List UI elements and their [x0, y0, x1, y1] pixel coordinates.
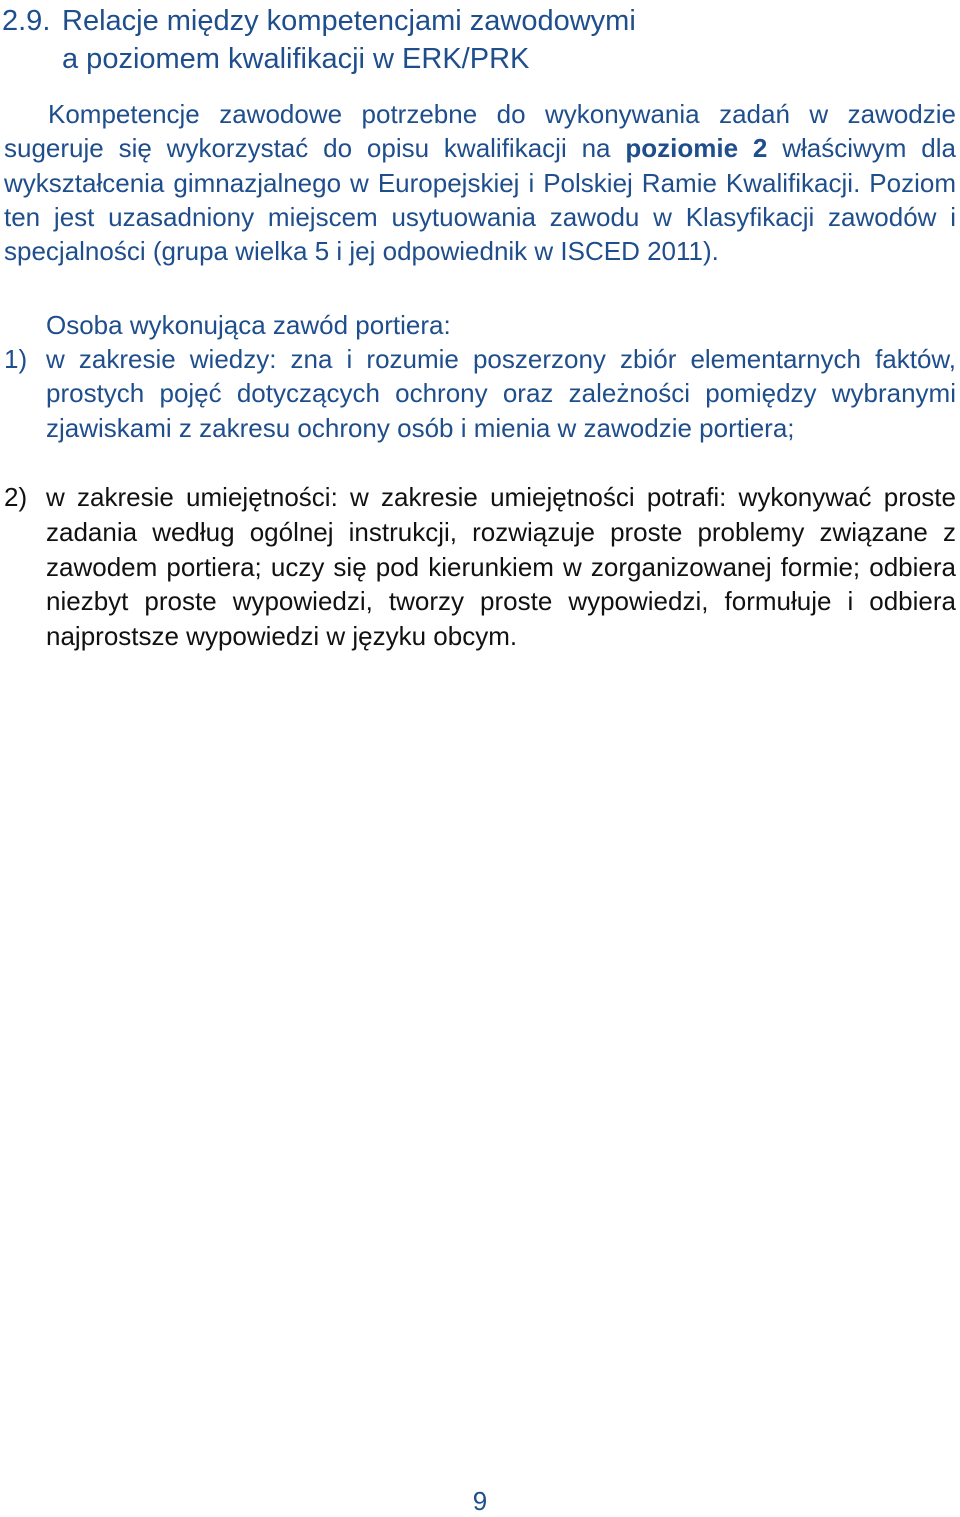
intro-text-start: Kompetencje zawodowe potrzebne do wykonywania zadań w zawodzie sugeruje się wykorzystać do opisu kwalifikacji na: [4, 99, 956, 164]
page-number: 9: [472, 1486, 488, 1516]
section-title-line-1: Relacje między kompetencjami zawodowymi: [62, 5, 636, 37]
list-item: [4, 342, 956, 445]
list-item-marker: 2): [4, 482, 28, 512]
intro-text-end: właściwym dla wykształcenia gimnazjalnego w Europejskiej i Polskiej Ramie Kwalifikacji. Poziom ten jest uzasadniony miejscem usytuowania zawodu w Klasyfikacji zawodów i specjalności (grupa wielka 5 i jej odpowiednik w ISCED 2011).: [4, 133, 956, 267]
lead-sentence: Osoba wykonująca zawód portiera:: [46, 310, 451, 340]
intro-bold-level: poziomie 2: [625, 133, 768, 164]
list-item-text: w zakresie umiejętności: w zakresie umiejętności potrafi: wykonywać proste zadania według ogólnej instrukcji, rozwiązuje proste problemy związane z zawodem portiera; uczy się pod kierunkiem w zorganizowanej formie; odbiera niezbyt proste wypowiedzi, tworzy proste wypowiedzi, formułuje i odbiera najprostsze wypowiedzi w języku obcym.: [46, 482, 956, 652]
list-item-marker: 1): [4, 344, 28, 374]
section-number: 2.9.: [2, 5, 51, 37]
list-item: [4, 480, 956, 654]
intro-paragraph: [4, 97, 956, 268]
list-item-text: w zakresie wiedzy: zna i rozumie poszerzony zbiór elementarnych faktów, prostych pojęć dotyczących ochrony oraz zależności pomiędzy wybranymi zjawiskami z zakresu ochrony osób i mienia w zawodzie portiera;: [46, 344, 956, 443]
section-title-line-2: a poziomem kwalifikacji w ERK/PRK: [62, 43, 530, 75]
